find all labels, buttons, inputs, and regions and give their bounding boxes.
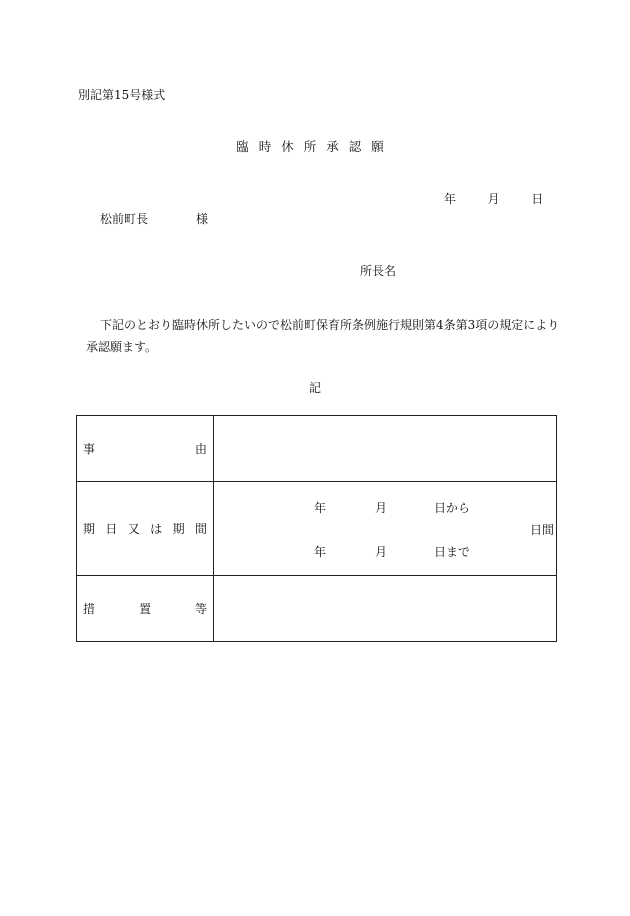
measures-label-char: 等 [194, 602, 207, 616]
date-day-label: 日 [531, 192, 544, 206]
table-row-reason [77, 416, 557, 482]
period-label-char: 間 [194, 522, 207, 536]
measures-value-cell[interactable] [214, 576, 557, 642]
form-number: 別記第15号様式 [78, 88, 166, 102]
period-label-char: は [150, 522, 163, 536]
reason-label-char: 事 [83, 442, 96, 456]
period-value-cell[interactable] [214, 482, 557, 576]
page-title: 臨時休所承認願 [236, 139, 394, 154]
period-label [77, 482, 214, 576]
from-month-label: 月 [375, 501, 388, 515]
reason-value-cell[interactable] [214, 416, 557, 482]
measures-label-char: 措 [83, 602, 96, 616]
from-year-label: 年 [314, 501, 327, 515]
from-day-label: 日から [434, 501, 471, 515]
table-row-period [77, 482, 557, 576]
addressee-name: 松前町長 [100, 212, 149, 226]
director-name-label: 所長名 [360, 264, 397, 278]
to-year-label: 年 [314, 545, 327, 559]
period-label-char: 期 [172, 522, 185, 536]
record-table [76, 415, 557, 642]
addressee [100, 210, 208, 227]
date-line [444, 190, 543, 207]
reason-label-char: 由 [194, 442, 207, 456]
addressee-honorific: 様 [196, 212, 209, 226]
period-label-char: 日 [105, 522, 118, 536]
table-row-measures [77, 576, 557, 642]
to-month-label: 月 [375, 545, 388, 559]
ki-heading: 記 [308, 381, 321, 395]
days-suffix-label: 日間 [530, 523, 555, 537]
date-year-label: 年 [444, 192, 457, 206]
date-month-label: 月 [487, 192, 500, 206]
to-day-label: 日まで [434, 545, 471, 559]
measures-label [77, 576, 214, 642]
period-label-char: 又 [127, 522, 140, 536]
measures-label-char: 置 [138, 602, 151, 616]
request-body-text: 下記のとおり臨時休所したいので松前町保育所条例施行規則第4条第3項の規定により承認願ます。 [86, 318, 560, 354]
period-label-char: 期 [83, 522, 96, 536]
reason-label [77, 416, 214, 482]
